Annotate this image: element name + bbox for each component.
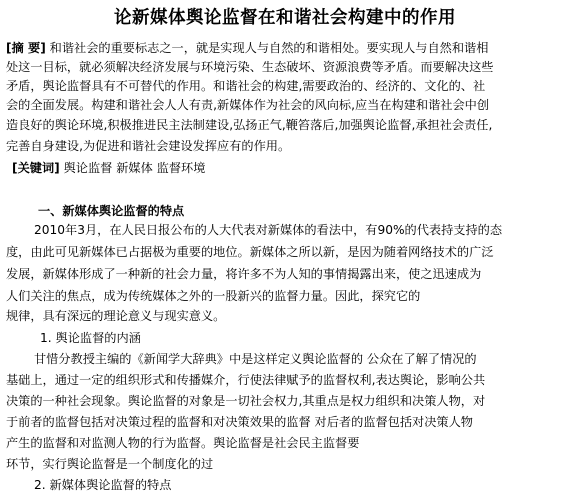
abstract-label: [摘 要]: [6, 41, 46, 55]
keywords-label: [关键词]: [12, 161, 60, 175]
keywords-text: 舆论监督 新媒体 监督环境: [63, 161, 206, 175]
para-line-1: 2010年3月，在人民日报公布的人大代表对新媒体的看法中，有90%的代表持支持的态: [34, 223, 503, 237]
sub1-line-4: 于前者的监督包括对决策过程的监督和对决策效果的监督 对后者的监督包括对决策人物: [6, 415, 473, 429]
abstract-line-1: [6, 40, 488, 56]
keywords-line: [12, 160, 205, 176]
abstract-line-3: 矛盾，舆论监督具有不可替代的作用。和谐社会的构建,需要政治的、经济的、文化的、社: [6, 79, 486, 93]
subsection-1-heading: 1. 舆论监督的内涵: [40, 331, 141, 345]
para-line-2: 度，由此可见新媒体已占据极为重要的地位。新媒体之所以新，是因为随着网络技术的广泛: [6, 245, 494, 259]
abstract-text: 和谐社会的重要标志之一，就是实现人与自然的和谐相处。要实现人与自然和谐相: [49, 41, 489, 55]
para-line-3: 发展，新媒体形成了一种新的社会力量，将许多不为人知的事情揭露出来，使之迅速成为: [6, 267, 482, 281]
abstract-line-5: 造良好的舆论环境,积极推进民主法制建设,弘扬正气,鞭笞落后,加强舆论监督,承担社会责任,: [6, 118, 493, 132]
abstract-line-6: 完善自身建设,为促进和谐社会建设发挥应有的作用。: [6, 139, 291, 153]
section-heading: 一、新媒体舆论监督的特点: [38, 204, 185, 218]
sub1-line-2: 基础上，通过一定的组织形式和传播媒介，行使法律赋予的监督权利,表达舆论，影响公共: [6, 373, 486, 387]
sub1-line-5: 产生的监督和对监测人物的行为监督。舆论监督是社会民主监督要: [6, 436, 360, 450]
abstract-line-4: 会的全面发展。构建和谐社会人人有责,新媒体作为社会的风向标,应当在构建和谐社会中创: [6, 98, 490, 112]
sub1-line-1: 甘惜分教授主编的《新闻学大辞典》中是这样定义舆论监督的 公众在了解了情况的: [34, 352, 477, 366]
para-line-4: 人们关注的焦点，成为传统媒体之外的一股新兴的监督力量。因此，探究它的: [6, 289, 421, 303]
abstract-line-2: 处这一目标，就必须解决经济发展与环境污染、生态破坏、资源浪费等矛盾。而要解决这些: [6, 60, 494, 74]
subsection-2-heading: 2. 新媒体舆论监督的特点: [34, 478, 172, 492]
sub1-line-3: 决策的一种社会现象。舆论监督的对象是一切社会权力,其重点是权力组织和决策人物，对: [6, 394, 486, 408]
sub1-line-6: 环节，实行舆论监督是一个制度化的过: [6, 457, 214, 471]
page-title: 论新媒体舆论监督在和谐社会构建中的作用: [114, 8, 456, 28]
para-line-5: 规律，具有深远的理论意义与现实意义。: [6, 309, 226, 323]
